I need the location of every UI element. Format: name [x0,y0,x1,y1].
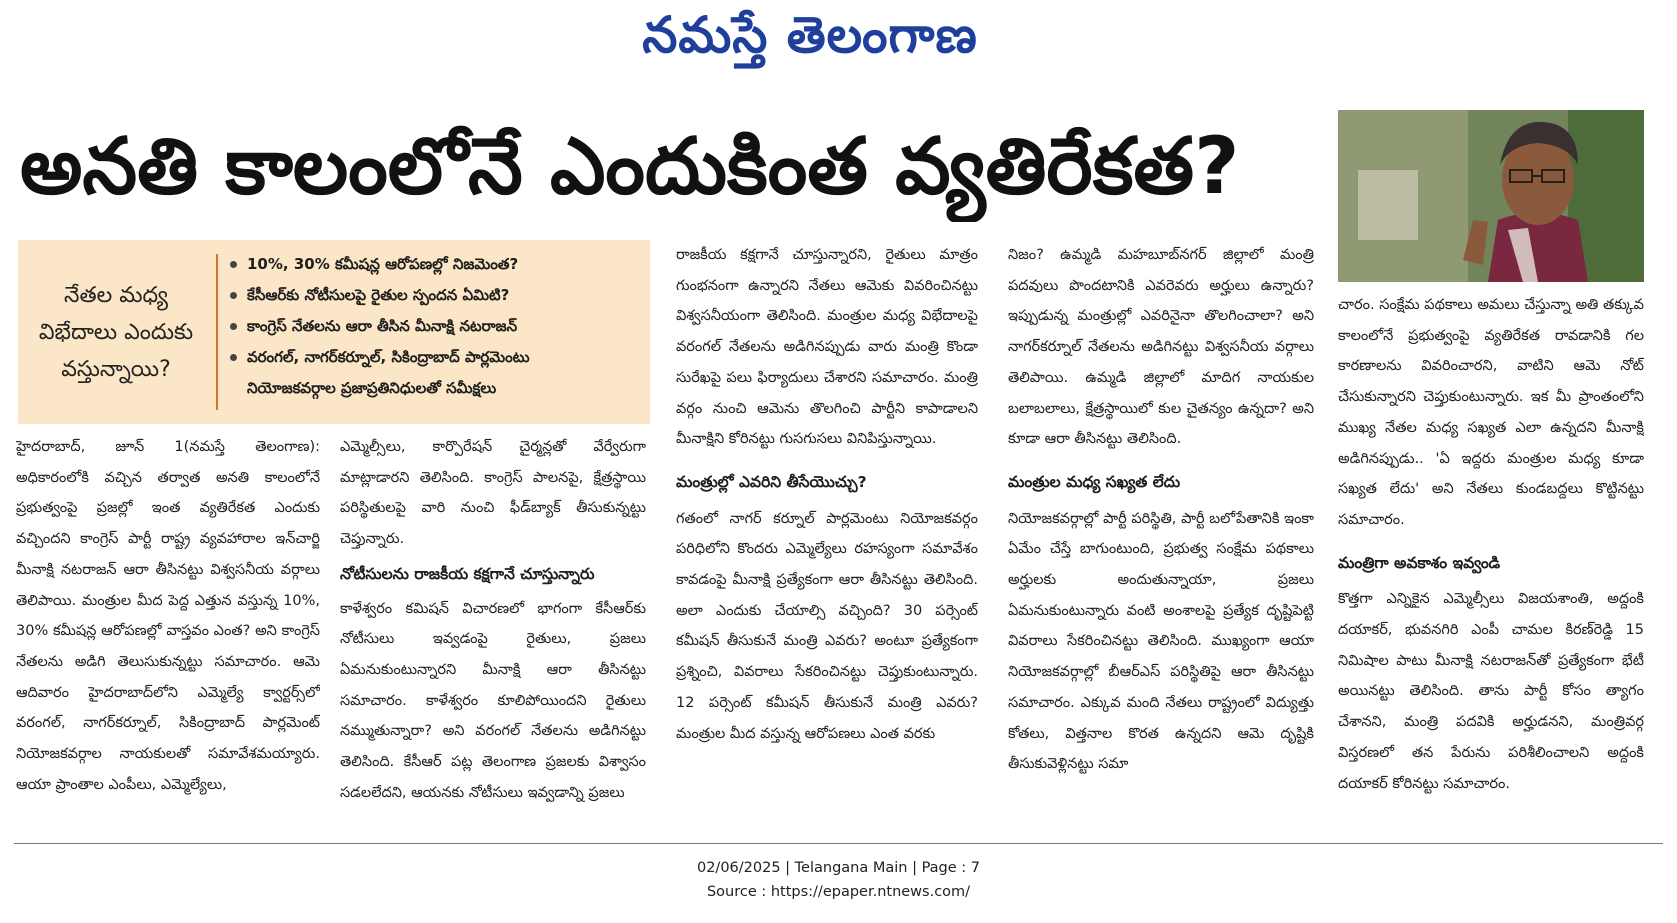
column-3-text-b: గతంలో నాగర్ కర్నూల్ పార్లమెంటు నియోజకవర్గం పరిధిలోని కొందరు ఎమ్మెల్యేలు రహస్యంగా సమావేశం కావడంపై మీనాక్షి ప్రత్యేకంగా ఆరా తీసినట్టు తెలిసింది. అలా ఎందుకు చేయాల్సి వచ్చింది? 30 పర్సెంట్ కమీషన్ తీసుకునే మంత్రి ఎవరు? అంటూ ప్రత్యేకంగా ప్రశ్నించి, వివరాలు సేకరించినట్టు చెప్తుకుంటున్నారు. 12 పర్సెంట్ కమీషన్ తీసుకునే మంత్రి ఎవరు? మంత్రుల మీద వస్తున్న ఆరోపణలు ఎంత వరకు [676,510,978,742]
column-2-subheading: నోటీసులను రాజకీయ కక్షగానే చూస్తున్నారు [340,564,595,583]
footer-source-link[interactable]: Source : https://epaper.ntnews.com/ [706,884,971,900]
highlights-list [228,250,643,405]
bullet-icon [230,354,237,361]
column-1-text: హైదరాబాద్, జూన్ 1(నమస్తే తెలంగాణ): అధికారంలోకి వచ్చిన తర్వాత అనతి కాలంలోనే ప్రభుత్వంపై ప్రజల్లో ఇంత వ్యతిరేకత ఎందుకు వచ్చిందని కాంగ్రెస్ పార్టీ రాష్ట్ర వ్యవహారాల ఇన్‌చార్జి మీనాక్షి నటరాజన్ ఆరా తీసినట్టు విశ్వసనీయ వర్గాలు తెలిపాయి. మంత్రుల మీద పెద్ద ఎత్తున వస్తున్న 10%, 30% కమీషన్ల ఆరోపణల్లో వాస్తవం ఎంత? అని కాంగ్రెస్ నేతలను అడిగి తెలుసుకున్నట్టు సమాచారం. ఆమె ఆదివారం హైదరాబాద్‌లోని ఎమ్మెల్యే క్వార్టర్స్‌లో వరంగల్, నాగర్‌కర్నూల్, సికింద్రాబాద్ పార్లమెంట్ నియోజకవర్గాల నాయకులతో సమావేశమయ్యారు. ఆయా ప్రాంతాల ఎంపీలు, ఎమ్మెల్యేలు, [16,439,320,793]
masthead-logo: నమస్తే తెలంగాణ [642,5,978,64]
column-5-text-b: కొత్తగా ఎన్నికైన ఎమ్మెల్సీలు విజయశాంతి, అద్దంకి దయాకర్, భువనగిరి ఎంపీ చామల కిరణ్‌రెడ్డి 15 నిమిషాల పాటు మీనాక్షి నటరాజన్‌తో ప్రత్యేకంగా భేటీ అయినట్టు తెలిసింది. తాను పార్టీ కోసం త్యాగం చేశానని, మంత్రి పదవికి అర్హుడనని, మంత్రివర్గ విస్తరణలో తన పేరును పరిశీలించాలని అద్దంకి దయాకర్ కోరినట్టు సమాచారం. [1338,591,1644,792]
column-4-subheading: మంత్రుల మధ్య సఖ్యత లేదు [1008,472,1181,491]
highlight-item: కేసీఆర్‌కు నోటీసులపై రైతుల స్పందన ఏమిటి? [228,281,643,312]
article-column-3 [676,240,978,824]
article-column-2 [340,432,646,824]
article-photo [1338,110,1644,282]
highlight-item: వరంగల్, నాగర్‌కర్నూల్, సికింద్రాబాద్ పార్లమెంటు [228,343,643,374]
article-column-5 [1338,290,1644,824]
column-2-text-a: ఎమ్మెల్సీలు, కార్పొరేషన్ చైర్మన్లతో వేర్వేరుగా మాట్లాడారని తెలిసింది. కాంగ్రెస్ పాలనపై, క్షేత్రస్థాయి పరిస్థితులపై వారి నుంచి ఫీడ్‌బ్యాక్ తీసుకున్నట్టు చెప్తున్నారు. [340,439,646,548]
column-3-text-a: రాజకీయ కక్షగానే చూస్తున్నారని, రైతులు మాత్రం గుంభనంగా ఉన్నారని నేతలు ఆమెకు వివరించినట్టు విశ్వసనీయంగా తెలిసింది. మంత్రుల మధ్య విభేదాలపై వరంగల్ నేతలను అడిగినప్పుడు వారు మంత్రి కొండా సురేఖపై పలు ఫిర్యాదులు చేశారని సమాచారం. మంత్రి వర్గం నుంచి ఆమెను తొలగించి పార్టీని కాపాడాలని మీనాక్షిని కోరినట్టు గుసగుసలు వినిపిస్తున్నాయి. [676,247,978,448]
highlight-item: కాంగ్రెస్ నేతలను ఆరా తీసిన మీనాక్షి నటరాజన్ [228,312,643,343]
highlight-item: నియోజకవర్గాల ప్రజాప్రతినిధులతో సమీక్షలు [247,379,497,397]
highlights-question [18,240,214,424]
column-4-text-b: నియోజకవర్గాల్లో పార్టీ పరిస్థితి, పార్టీ బలోపేతానికి ఇంకా ఏమేం చేస్తే బాగుంటుంది, ప్రభుత్వ సంక్షేమ పథకాలు అర్హులకు అందుతున్నాయా, ప్రజలు ఏమనుకుంటున్నారు వంటి అంశాలపై ప్రత్యేక దృష్టిపెట్టి వివరాలు సేకరించినట్టు తెలిసింది. ముఖ్యంగా ఆయా నియోజకవర్గాల్లో బీఆర్‌ఎస్ పరిస్థితిపై ఆరా తీసినట్టు సమాచారం. ఎక్కువ మంది నేతలు రాష్ట్రంలో విద్యుత్తు కోతలు, విత్తనాల కొరత ఉన్నదని ఆమె దృష్టికి తీసుకువెళ్లినట్టు సమా [1008,510,1314,773]
highlight-item: 10%, 30% కమీషన్ల ఆరోపణల్లో నిజమెంత? [228,250,643,281]
highlights-box [18,240,650,424]
bullet-icon [230,261,237,268]
column-2-text-b: కాళేశ్వరం కమిషన్ విచారణలో భాగంగా కేసీఆర్‌కు నోటీసులు ఇవ్వడంపై రైతులు, ప్రజలు ఏమనుకుంటున్నారని మీనాక్షి ఆరా తీసినట్టు సమాచారం. కాళేశ్వరం కూలిపోయిందని రైతులు నమ్ముతున్నారా? అని వరంగల్ నేతలను అడిగినట్టు తెలిసింది. కేసీఆర్ పట్ల తెలంగాణ ప్రజలకు విశ్వాసం సడలలేదని, ఆయనకు నోటీసులు ఇవ్వడాన్ని ప్రజలు [340,600,646,801]
bullet-icon [230,323,237,330]
article-column-1 [16,432,320,824]
column-3-subheading: మంత్రుల్లో ఎవరిని తీసేయొచ్చు? [676,472,867,491]
bullet-icon [230,292,237,299]
highlights-question-text: నేతల మధ్య విభేదాలు ఎందుకు వస్తున్నాయి? [38,282,194,382]
column-5-subheading: మంత్రిగా అవకాశం ఇవ్వండి [1338,553,1501,572]
column-5-text-a: చారం. సంక్షేమ పథకాలు అమలు చేస్తున్నా అతి తక్కువ కాలంలోనే ప్రభుత్వంపై వ్యతిరేకత రావడానికి గల కారణాలను వివరించారని, వాటిని ఆమె నోట్ చేసుకున్నారని చెప్తుకుంటున్నారు. ఇక మీ ప్రాంతంలోని ముఖ్య నేతల మధ్య సఖ్యత ఎలా ఉన్నదని మీనాక్షి అడిగినప్పుడు.. 'ఏ ఇద్దరు మంత్రుల మధ్య కూడా సఖ్యత లేదు' అని నేతలు కుండబద్దలు కొట్టినట్టు సమాచారం. [1338,297,1644,528]
article-column-4 [1008,240,1314,824]
column-4-text-a: నిజం? ఉమ్మడి మహబూబ్‌నగర్ జిల్లాలో మంత్రి పదవులు పొందటానికి ఎవరెవరు అర్హులు ఉన్నారు? ఇప్పుడున్న మంత్రుల్లో ఎవరినైనా తొలగించాలా? అని నాగర్‌కర్నూల్ నేతలను అడిగినట్టు విశ్వసనీయ వర్గాలు తెలిపాయి. ఉమ్మడి జిల్లాలో మాదిగ నాయకుల బలాబలాలు, క్షేత్రస్థాయిలో కుల చైతన్యం ఉన్నదా? అని కూడా ఆరా తీసినట్టు తెలిసింది. [1008,247,1314,448]
highlights-divider [216,254,218,410]
headline: అనతి కాలంలోనే ఎందుకింత వ్యతిరేకత? [20,122,1240,212]
portrait-image [1338,110,1644,282]
footer-date-line: 02/06/2025 | Telangana Main | Page : 7 [696,860,981,876]
footer-divider [14,843,1663,844]
